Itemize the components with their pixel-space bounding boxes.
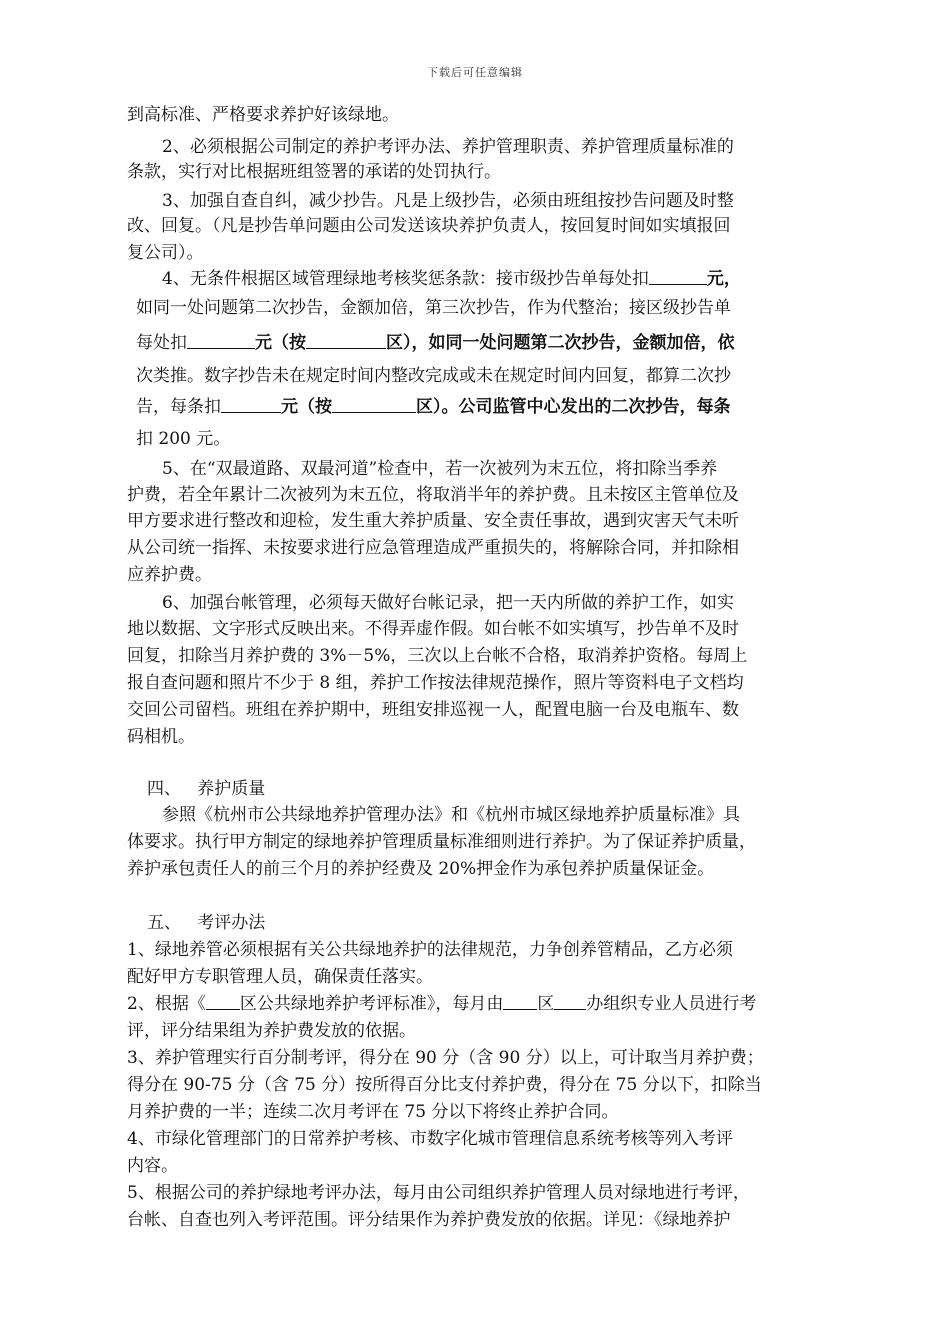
fill-blank bbox=[332, 396, 416, 413]
fill-blank bbox=[187, 332, 255, 349]
text-line: 交回公司留档。班组在养护期中，班组安排巡视一人，配置电脑一台及电瓶车、数 bbox=[127, 700, 739, 720]
text-segment: 区），如同一处问题第二次抄告，金额加倍，依 bbox=[386, 333, 735, 353]
text-line: 次类推。数字抄告未在规定时间内整改完成或未在规定时间内回复，都算二次抄 bbox=[136, 366, 731, 386]
fill-blank bbox=[503, 993, 537, 1010]
text-line: 得分在 90-75 分（含 75 分）按所得百分比支付养护费，得分在 75 分以下，扣除当 bbox=[127, 1075, 762, 1095]
fill-blank bbox=[221, 396, 281, 413]
page-header: 下载后可任意编辑 bbox=[427, 66, 523, 79]
text-segment: 区公共绿地养护考评标准》，每月由 bbox=[239, 994, 504, 1014]
text-segment: 2、根据《 bbox=[127, 994, 206, 1014]
text-segment: 每处扣 bbox=[136, 333, 187, 353]
text-segment: 区 bbox=[537, 994, 555, 1014]
text-segment: 告，每条扣 bbox=[136, 397, 221, 417]
text-line: 评，评分结果组为养护费发放的依据。 bbox=[127, 1021, 416, 1041]
text-line: 到高标准、严格要求养护好该绿地。 bbox=[127, 105, 399, 125]
text-line: 回复，扣除当月养护费的 3%－5%，三次以上台帐不合格，取消养护资格。每周上 bbox=[127, 646, 748, 666]
text-line: 2、必须根据公司制定的养护考评办法、养护管理职责、养护管理质量标准的 bbox=[162, 137, 734, 157]
text-line: 条款，实行对比根据班组签署的承诺的处罚执行。 bbox=[127, 162, 501, 182]
text-line: 参照《杭州市公共绿地养护管理办法》和《杭州市城区绿地养护质量标准》具 bbox=[162, 805, 740, 825]
text-line: 改、回复。（凡是抄告单问题由公司发送该块养护负责人，按回复时间如实填报回 bbox=[127, 216, 731, 236]
text-line: 月养护费的一半；连续二次月考评在 75 分以下将终止养护合同。 bbox=[127, 1102, 619, 1122]
text-line: 配好甲方专职管理人员，确保责任落实。 bbox=[127, 967, 433, 987]
text-line: 地以数据、文字形式反映出来。不得弄虚作假。如台帐不如实填写，抄告单不及时 bbox=[127, 619, 739, 639]
text-line: 养护承包责任人的前三个月的养护经费及 20%押金作为承包养护质量保证金。 bbox=[127, 859, 715, 879]
text-line: 码相机。 bbox=[127, 727, 195, 747]
text-segment: 4、无条件根据区域管理绿地考核奖惩条款：接市级抄告单每处扣 bbox=[162, 269, 649, 289]
text-line: 复公司）。 bbox=[127, 243, 204, 263]
section-heading: 四、 养护质量 bbox=[147, 779, 266, 799]
fill-blank bbox=[206, 993, 240, 1010]
text-line: 5、根据公司的养护绿地考评办法，每月由公司组织养护管理人员对绿地进行考评， bbox=[127, 1183, 750, 1203]
text-line: 护费，若全年累计二次被列为末五位，将取消半年的养护费。且未按区主管单位及 bbox=[127, 485, 739, 505]
text-line: 4、市绿化管理部门的日常养护考核、市数字化城市管理信息系统考核等列入考评 bbox=[127, 1129, 733, 1149]
fill-blank bbox=[554, 993, 586, 1010]
text-line: 从公司统一指挥、未按要求进行应急管理造成严重损失的，将解除合同，并扣除相 bbox=[127, 538, 739, 558]
fill-blank bbox=[649, 268, 707, 285]
text-segment: 元， bbox=[706, 269, 741, 289]
text-line: 扣 200 元。 bbox=[136, 429, 231, 449]
text-line: 1、绿地养管必须根据有关公共绿地养护的法律规范，力争创养管精品，乙方必须 bbox=[127, 940, 733, 960]
text-line: 6、加强台帐管理，必须每天做好台帐记录，把一天内所做的养护工作，如实 bbox=[162, 593, 734, 613]
text-segment: 办组织专业人员进行考 bbox=[586, 994, 757, 1014]
text-line bbox=[136, 396, 731, 418]
text-line bbox=[162, 268, 741, 290]
text-segment: 元（按 bbox=[281, 397, 332, 417]
text-line: 如同一处问题第二次抄告，金额加倍，第三次抄告，作为代整治；接区级抄告单 bbox=[136, 298, 731, 318]
text-line: 报自查问题和照片不少于 8 组，养护工作按法律规范操作，照片等资料电子文档均 bbox=[127, 673, 744, 693]
text-line: 3、加强自查自纠，减少抄告。凡是上级抄告，必须由班组按抄告问题及时整 bbox=[162, 191, 734, 211]
text-line bbox=[136, 332, 735, 354]
section-heading: 五、 考评办法 bbox=[147, 913, 266, 933]
text-line: 内容。 bbox=[127, 1156, 178, 1176]
text-line: 5、在“双最道路、双最河道”检查中，若一次被列为末五位，将扣除当季养 bbox=[162, 459, 718, 479]
text-line: 3、养护管理实行百分制考评，得分在 90 分（含 90 分）以上，可计取当月养护费； bbox=[127, 1048, 764, 1068]
text-line: 体要求。执行甲方制定的绿地养护管理质量标准细则进行养护。为了保证养护质量， bbox=[127, 832, 756, 852]
text-segment: 元（按 bbox=[255, 333, 306, 353]
text-line: 甲方要求进行整改和迎检，发生重大养护质量、安全责任事故，遇到灾害天气未听 bbox=[127, 511, 739, 531]
text-line: 应养护费。 bbox=[127, 565, 212, 585]
fill-blank bbox=[306, 332, 386, 349]
text-line bbox=[127, 993, 756, 1015]
text-segment: 区）。公司监管中心发出的二次抄告，每条 bbox=[416, 397, 731, 417]
text-line: 台帐、自查也列入考评范围。评分结果作为养护费发放的依据。详见：《绿地养护 bbox=[127, 1210, 731, 1230]
